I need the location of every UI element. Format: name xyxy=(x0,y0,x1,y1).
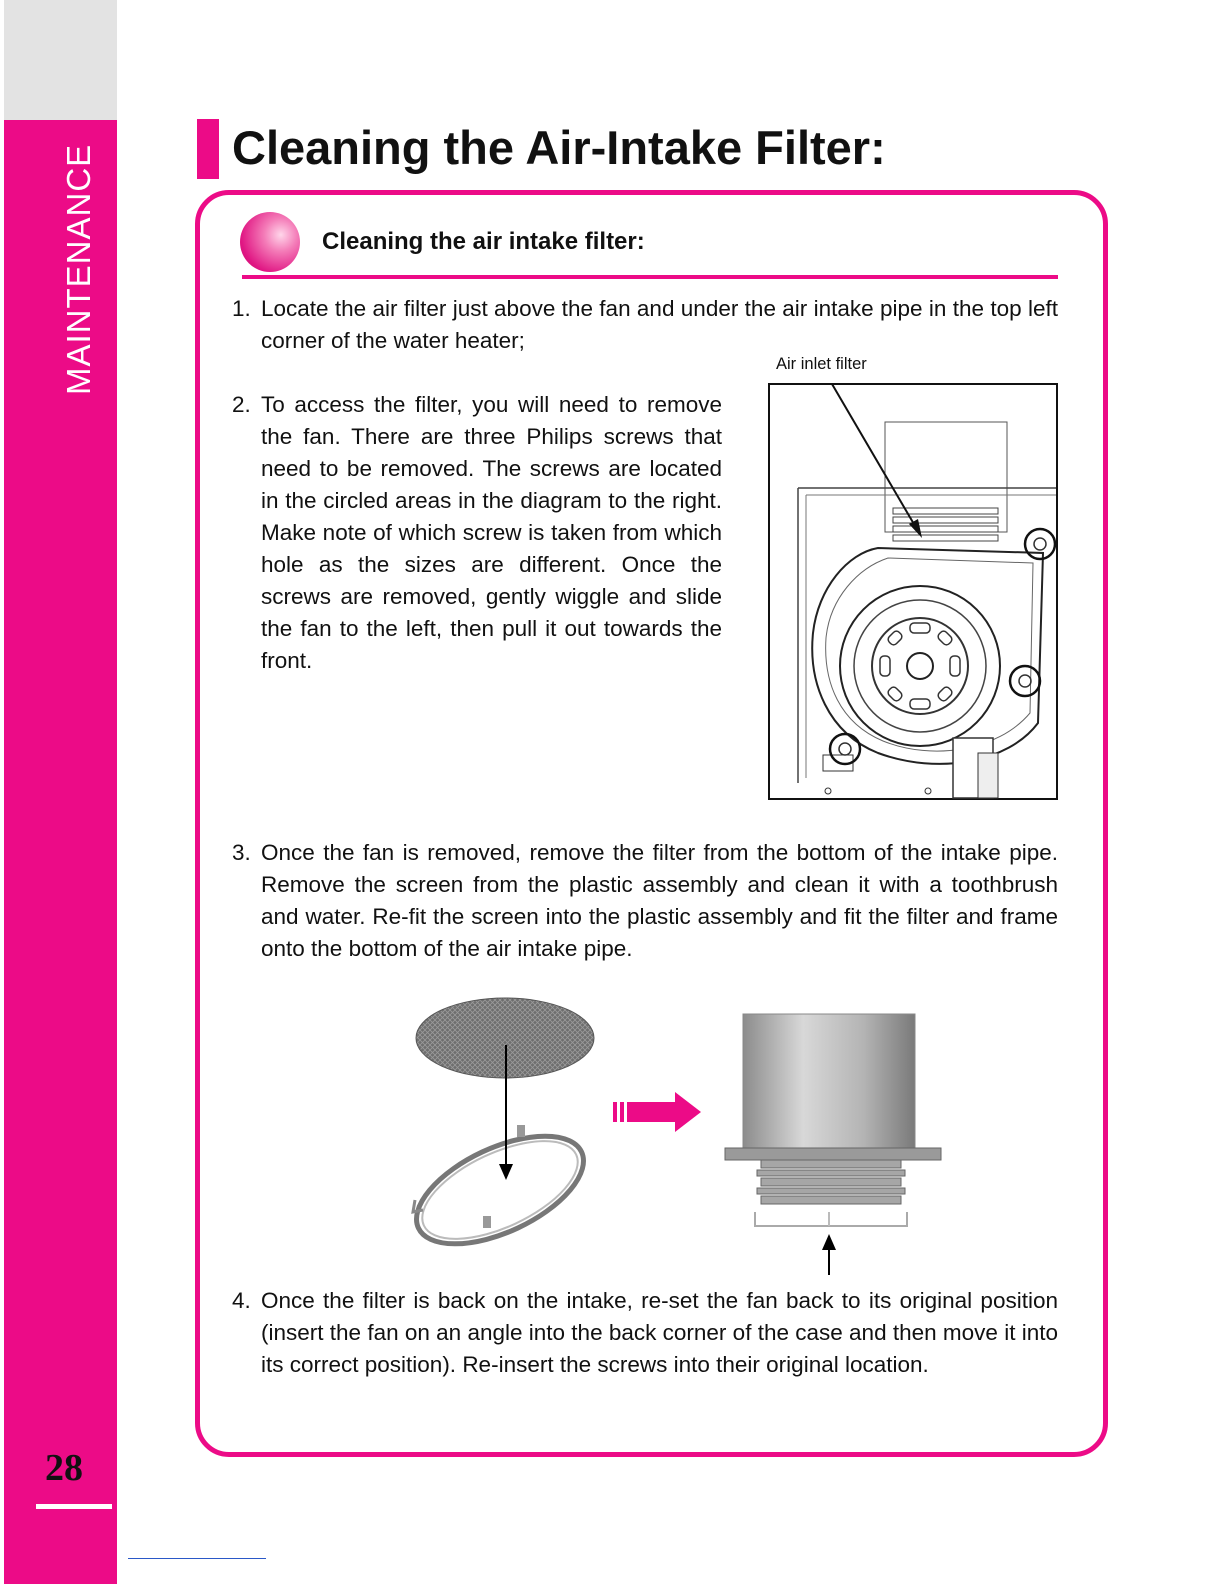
step-2 xyxy=(232,389,722,677)
page-number: 28 xyxy=(45,1447,83,1489)
step-number: 3. xyxy=(232,840,251,865)
step-number: 2. xyxy=(232,392,251,417)
step-3 xyxy=(232,837,1058,965)
subheading-rule xyxy=(242,275,1058,279)
step-text: Locate the air filter just above the fan and under the air intake pipe in the top left corner of the water heater; xyxy=(261,296,1058,353)
step-number: 1. xyxy=(232,296,251,321)
step-4 xyxy=(232,1285,1058,1381)
page-number-rule xyxy=(36,1504,112,1509)
pink-bullet-icon xyxy=(240,212,300,272)
fan-diagram xyxy=(768,383,1058,800)
step-1 xyxy=(232,293,1058,357)
section-subheading: Cleaning the air intake filter: xyxy=(322,228,645,255)
step-text: Once the filter is back on the intake, re-set the fan back to its original position (insert the fan on an angle into the back corner of the case and then move it into its correct position). Re-insert the screws into their original location. xyxy=(261,1288,1058,1377)
step-text: To access the filter, you will need to remove the fan. There are three Philips screws that need to be removed. The screws are located in the circled areas in the diagram to the right. Make note of which screw is taken from which hole as the sizes are different. Once the screws are removed, gently wiggle and slide the fan to the left, then pull it out towards the front. xyxy=(261,392,722,673)
footer-link-line xyxy=(128,1558,266,1559)
page-title: Cleaning the Air-Intake Filter: xyxy=(232,121,886,174)
filter-parts-illustration xyxy=(405,990,950,1280)
sidebar-top-block xyxy=(4,0,117,120)
step-text: Once the fan is removed, remove the filter from the bottom of the intake pipe. Remove the screen from the plastic assembly and clean it with a toothbrush and water. Re-fit the screen into the plastic assembly and fit the filter and frame onto the bottom of the air intake pipe. xyxy=(261,840,1058,961)
title-accent-bar xyxy=(197,119,219,179)
air-inlet-filter-label: Air inlet filter xyxy=(776,355,867,373)
section-label: MAINTENANCE xyxy=(60,143,97,395)
step-number: 4. xyxy=(232,1288,251,1313)
